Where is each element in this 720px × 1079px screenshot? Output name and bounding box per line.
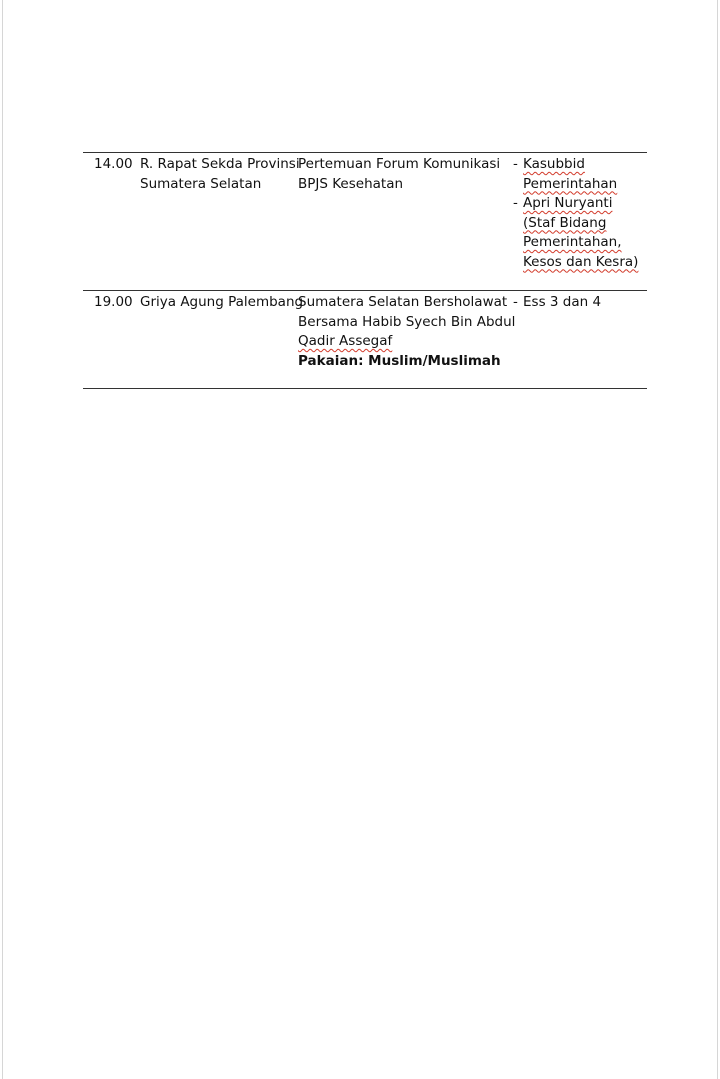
attendee-text: Pemerintahan <box>523 175 618 192</box>
place-line: R. Rapat Sekda Provinsi <box>140 156 300 172</box>
attendee-text: Ess 3 dan 4 <box>523 294 602 310</box>
event-cell <box>298 155 513 194</box>
event-line: BPJS Kesehatan <box>298 175 404 192</box>
schedule-table <box>83 152 647 389</box>
time-cell <box>94 155 140 175</box>
dash-marker: - <box>513 156 518 172</box>
place-line: Griya Agung Palembang <box>140 294 304 310</box>
time-text: 19.00 <box>94 294 133 310</box>
event-line: Bersama Habib Syech Bin Abdul <box>298 313 516 330</box>
place-line: Sumatera Selatan <box>140 175 262 192</box>
attendee-line <box>513 194 647 214</box>
attendee-line <box>513 155 647 175</box>
document-page <box>2 0 718 1079</box>
attendees-cell <box>513 293 647 313</box>
time-text: 14.00 <box>94 156 133 172</box>
table-row <box>83 152 647 290</box>
place-cell <box>140 155 298 194</box>
event-cell <box>298 293 516 371</box>
attendees-cell <box>513 155 647 272</box>
attendee-line <box>513 293 647 313</box>
event-line: Sumatera Selatan Bersholawat <box>298 294 508 310</box>
attendee-text: (Staf Bidang <box>523 214 607 231</box>
attendee-text: Pemerintahan, <box>523 234 622 250</box>
place-cell <box>140 293 304 313</box>
dash-marker: - <box>513 294 518 310</box>
dress-code: Pakaian: Muslim/Muslimah <box>298 352 501 369</box>
attendee-text: Kasubbid <box>523 156 585 172</box>
event-line: Pertemuan Forum Komunikasi <box>298 156 501 172</box>
table-row <box>83 290 647 389</box>
attendee-text: Kesos dan Kesra) <box>523 253 639 270</box>
event-line: Qadir Assegaf <box>298 333 393 349</box>
attendee-text: Apri Nuryanti <box>523 195 613 211</box>
dash-marker: - <box>513 195 518 211</box>
time-cell <box>94 293 140 313</box>
